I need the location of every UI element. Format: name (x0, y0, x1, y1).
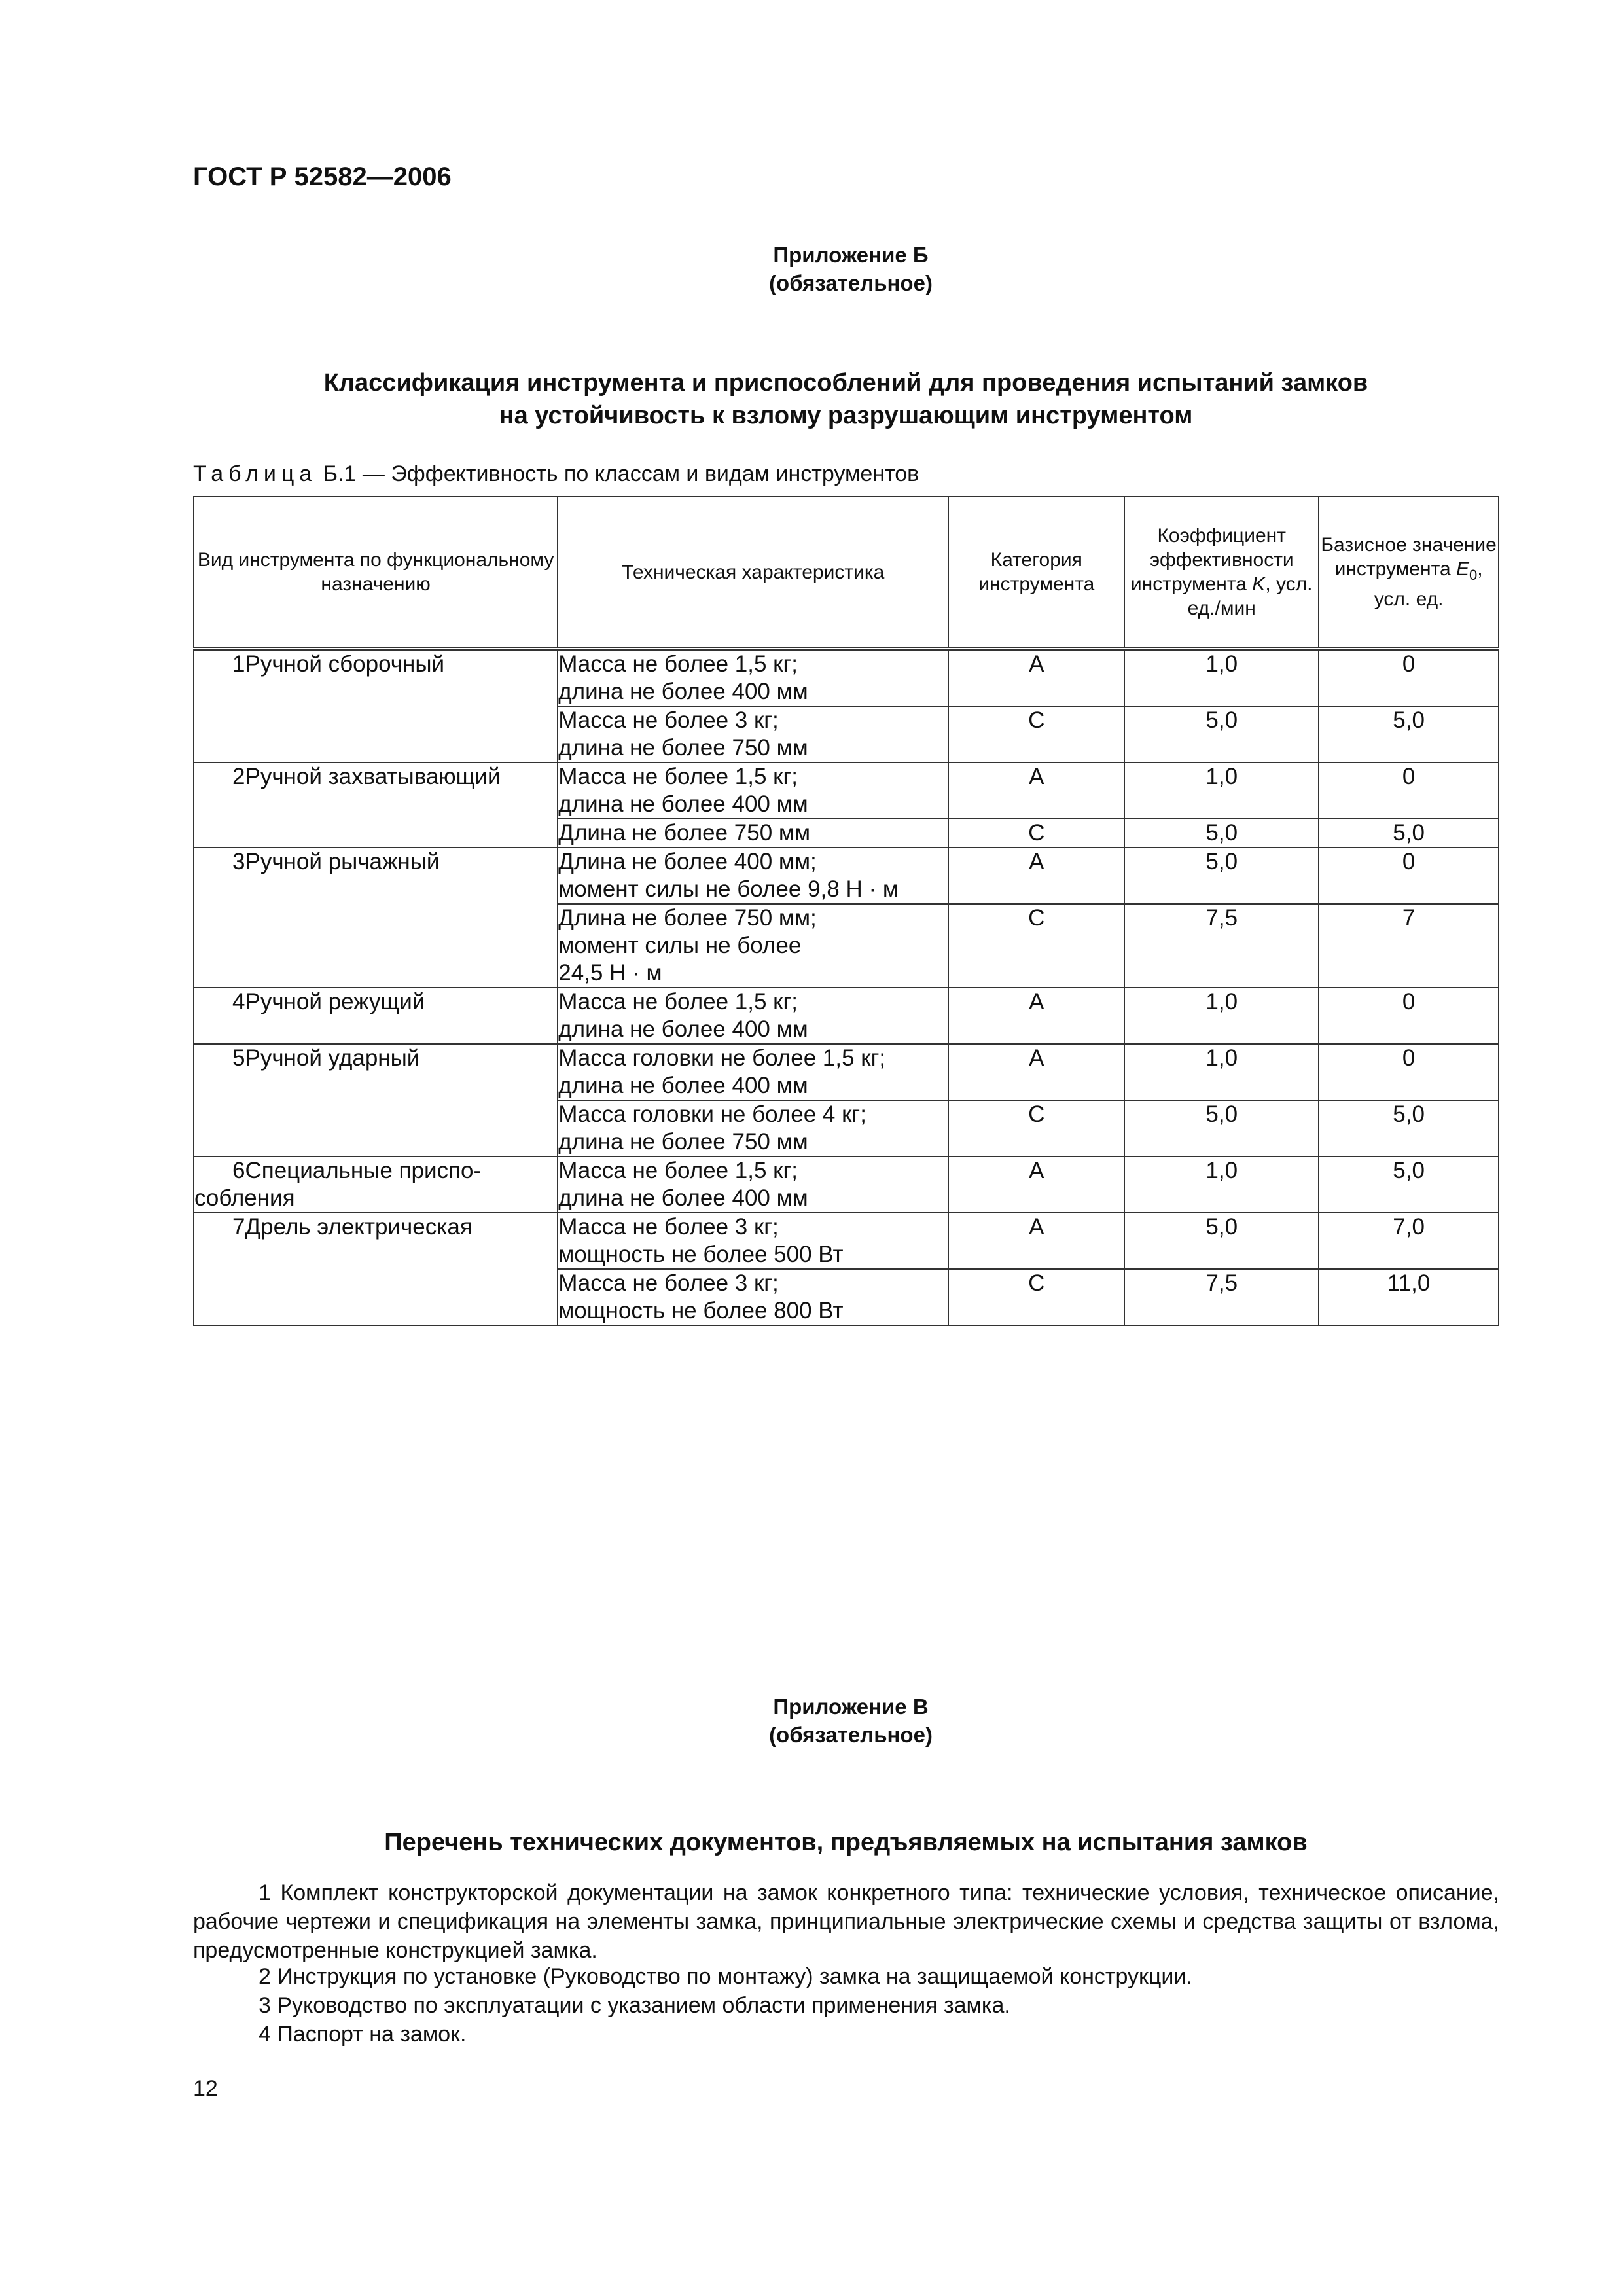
base-value-cell: 5,0 (1319, 1157, 1499, 1213)
coefficient-cell: 5,0 (1124, 1213, 1319, 1269)
tool-kind-number: 1 (232, 651, 245, 677)
base-value-cell: 11,0 (1319, 1269, 1499, 1325)
coefficient-cell: 1,0 (1124, 649, 1319, 706)
category-cell: С (948, 1269, 1124, 1325)
header-base-value: Базисное значение инструмента $E_0$, усл. ед. (1319, 497, 1499, 649)
coefficient-cell: 1,0 (1124, 1044, 1319, 1100)
tool-kind-number: 7 (232, 1214, 245, 1240)
coefficient-cell: 5,0 (1124, 1100, 1319, 1157)
header-coefficient: Коэффициент эффективности инструмента K, усл. ед./мин (1124, 497, 1319, 649)
document-list-item-1: 1 Комплект конструкторской документации на замок конкретного типа: технические условия, техническое описание, рабочие чертежи и спецификация на элементы замка, принципиальные электрические схемы и средства защиты от взлома, предусмотренные конструкцией замка. (193, 1880, 1499, 1963)
category-cell: С (948, 904, 1124, 988)
tool-kind-cell (194, 762, 558, 848)
coefficient-cell: 1,0 (1124, 988, 1319, 1044)
appendix-v-name: Приложение В (773, 1695, 929, 1719)
base-value-cell: 0 (1319, 1044, 1499, 1100)
tool-kind-label: Ручной захватывающий (245, 764, 501, 789)
appendix-v-title: Перечень технических документов, предъявляемых на испытания замков (384, 1829, 1308, 1856)
tool-kind-label: Дрель электрическая (245, 1214, 473, 1240)
tech-spec-cell: Масса головки не более 4 кг; длина не более 750 мм (558, 1100, 948, 1157)
table-row (194, 848, 1499, 904)
base-value-cell: 7 (1319, 904, 1499, 988)
appendix-v-heading (0, 1693, 1623, 1749)
tool-kind-number: 5 (232, 1045, 245, 1071)
tool-kind-cell (194, 1044, 558, 1157)
tool-kind-cell (194, 1157, 558, 1213)
tool-kind-number: 6 (232, 1158, 245, 1183)
category-cell: А (948, 762, 1124, 819)
appendix-b-title (193, 367, 1499, 432)
document-list-item-4: 4 Паспорт на замок. (259, 2022, 467, 2047)
tool-kind-cell (194, 649, 558, 762)
efficiency-table (193, 496, 1499, 1326)
base-value-cell: 0 (1319, 848, 1499, 904)
category-cell: А (948, 1213, 1124, 1269)
header-tech-spec: Техническая характеристика (558, 497, 948, 649)
tech-spec-cell: Масса головки не более 1,5 кг; длина не более 400 мм (558, 1044, 948, 1100)
table-row (194, 1213, 1499, 1269)
table-body (194, 649, 1499, 1325)
category-cell: А (948, 848, 1124, 904)
base-value-cell: 5,0 (1319, 819, 1499, 848)
tech-spec-cell: Масса не более 3 кг; мощность не более 800 Вт (558, 1269, 948, 1325)
tech-spec-cell: Масса не более 3 кг; длина не более 750 мм (558, 706, 948, 762)
table-row (194, 762, 1499, 819)
tech-spec-cell: Масса не более 1,5 кг; длина не более 400 мм (558, 762, 948, 819)
appendix-b-name: Приложение Б (773, 243, 929, 267)
table-caption (193, 461, 919, 487)
category-cell: А (948, 1157, 1124, 1213)
tech-spec-cell: Масса не более 1,5 кг; длина не более 400 мм (558, 988, 948, 1044)
category-cell: А (948, 649, 1124, 706)
base-value-cell: 0 (1319, 649, 1499, 706)
tech-spec-cell: Масса не более 3 кг; мощность не более 500 Вт (558, 1213, 948, 1269)
category-cell: С (948, 706, 1124, 762)
appendix-b-heading (0, 241, 1623, 297)
tool-kind-label: Ручной ударный (245, 1045, 420, 1071)
base-value-cell: 5,0 (1319, 1100, 1499, 1157)
base-value-cell: 7,0 (1319, 1213, 1499, 1269)
table-caption-word: Таблица (193, 461, 317, 486)
coefficient-cell: 7,5 (1124, 904, 1319, 988)
tool-kind-number: 2 (232, 764, 245, 789)
coefficient-cell: 1,0 (1124, 762, 1319, 819)
tool-kind-label: Ручной рычажный (245, 849, 440, 874)
category-cell: С (948, 1100, 1124, 1157)
table-row (194, 1044, 1499, 1100)
tool-kind-cell (194, 1213, 558, 1325)
tech-spec-cell: Длина не более 750 мм; момент силы не более 24,5 Н · м (558, 904, 948, 988)
table-caption-text: Б.1 — Эффективность по классам и видам инструментов (323, 461, 919, 486)
document-code: ГОСТ Р 52582—2006 (193, 162, 452, 191)
tool-kind-number: 3 (232, 849, 245, 874)
table-header-row (194, 497, 1499, 649)
tech-spec-cell: Длина не более 400 мм; момент силы не более 9,8 Н · м (558, 848, 948, 904)
page-number: 12 (193, 2076, 218, 2101)
table-row (194, 988, 1499, 1044)
document-list-item-2: 2 Инструкция по установке (Руководство по монтажу) замка на защищаемой конструкции. (259, 1964, 1192, 1989)
base-value-cell: 0 (1319, 762, 1499, 819)
tool-kind-label: Ручной сборочный (245, 651, 445, 677)
document-list-item-3: 3 Руководство по эксплуатации с указанием области применения замка. (259, 1993, 1010, 2018)
coefficient-cell: 1,0 (1124, 1157, 1319, 1213)
header-tool-kind: Вид инструмента по функциональному назначению (194, 497, 558, 649)
base-value-cell: 0 (1319, 988, 1499, 1044)
base-value-cell: 5,0 (1319, 706, 1499, 762)
appendix-b-status: (обязательное) (769, 271, 933, 295)
tech-spec-cell: Масса не более 1,5 кг; длина не более 400 мм (558, 649, 948, 706)
table-row (194, 1157, 1499, 1213)
appendix-v-status: (обязательное) (769, 1723, 933, 1747)
tool-kind-number: 4 (232, 989, 245, 1014)
coefficient-cell: 5,0 (1124, 819, 1319, 848)
tech-spec-cell: Длина не более 750 мм (558, 819, 948, 848)
appendix-b-title-line1: Классификация инструмента и приспособлений для проведения испытаний замков (323, 369, 1368, 397)
tech-spec-cell: Масса не более 1,5 кг; длина не более 400 мм (558, 1157, 948, 1213)
header-category: Категория инструмента (948, 497, 1124, 649)
appendix-b-title-line2: на устойчивость к взлому разрушающим инструментом (499, 402, 1193, 429)
coefficient-cell: 7,5 (1124, 1269, 1319, 1325)
table-row (194, 649, 1499, 706)
tool-kind-label: Специальные приспо- собления (194, 1158, 482, 1211)
category-cell: С (948, 819, 1124, 848)
category-cell: А (948, 988, 1124, 1044)
tool-kind-label: Ручной режущий (245, 989, 425, 1014)
category-cell: А (948, 1044, 1124, 1100)
tool-kind-cell (194, 848, 558, 988)
coefficient-cell: 5,0 (1124, 848, 1319, 904)
coefficient-cell: 5,0 (1124, 706, 1319, 762)
tool-kind-cell (194, 988, 558, 1044)
